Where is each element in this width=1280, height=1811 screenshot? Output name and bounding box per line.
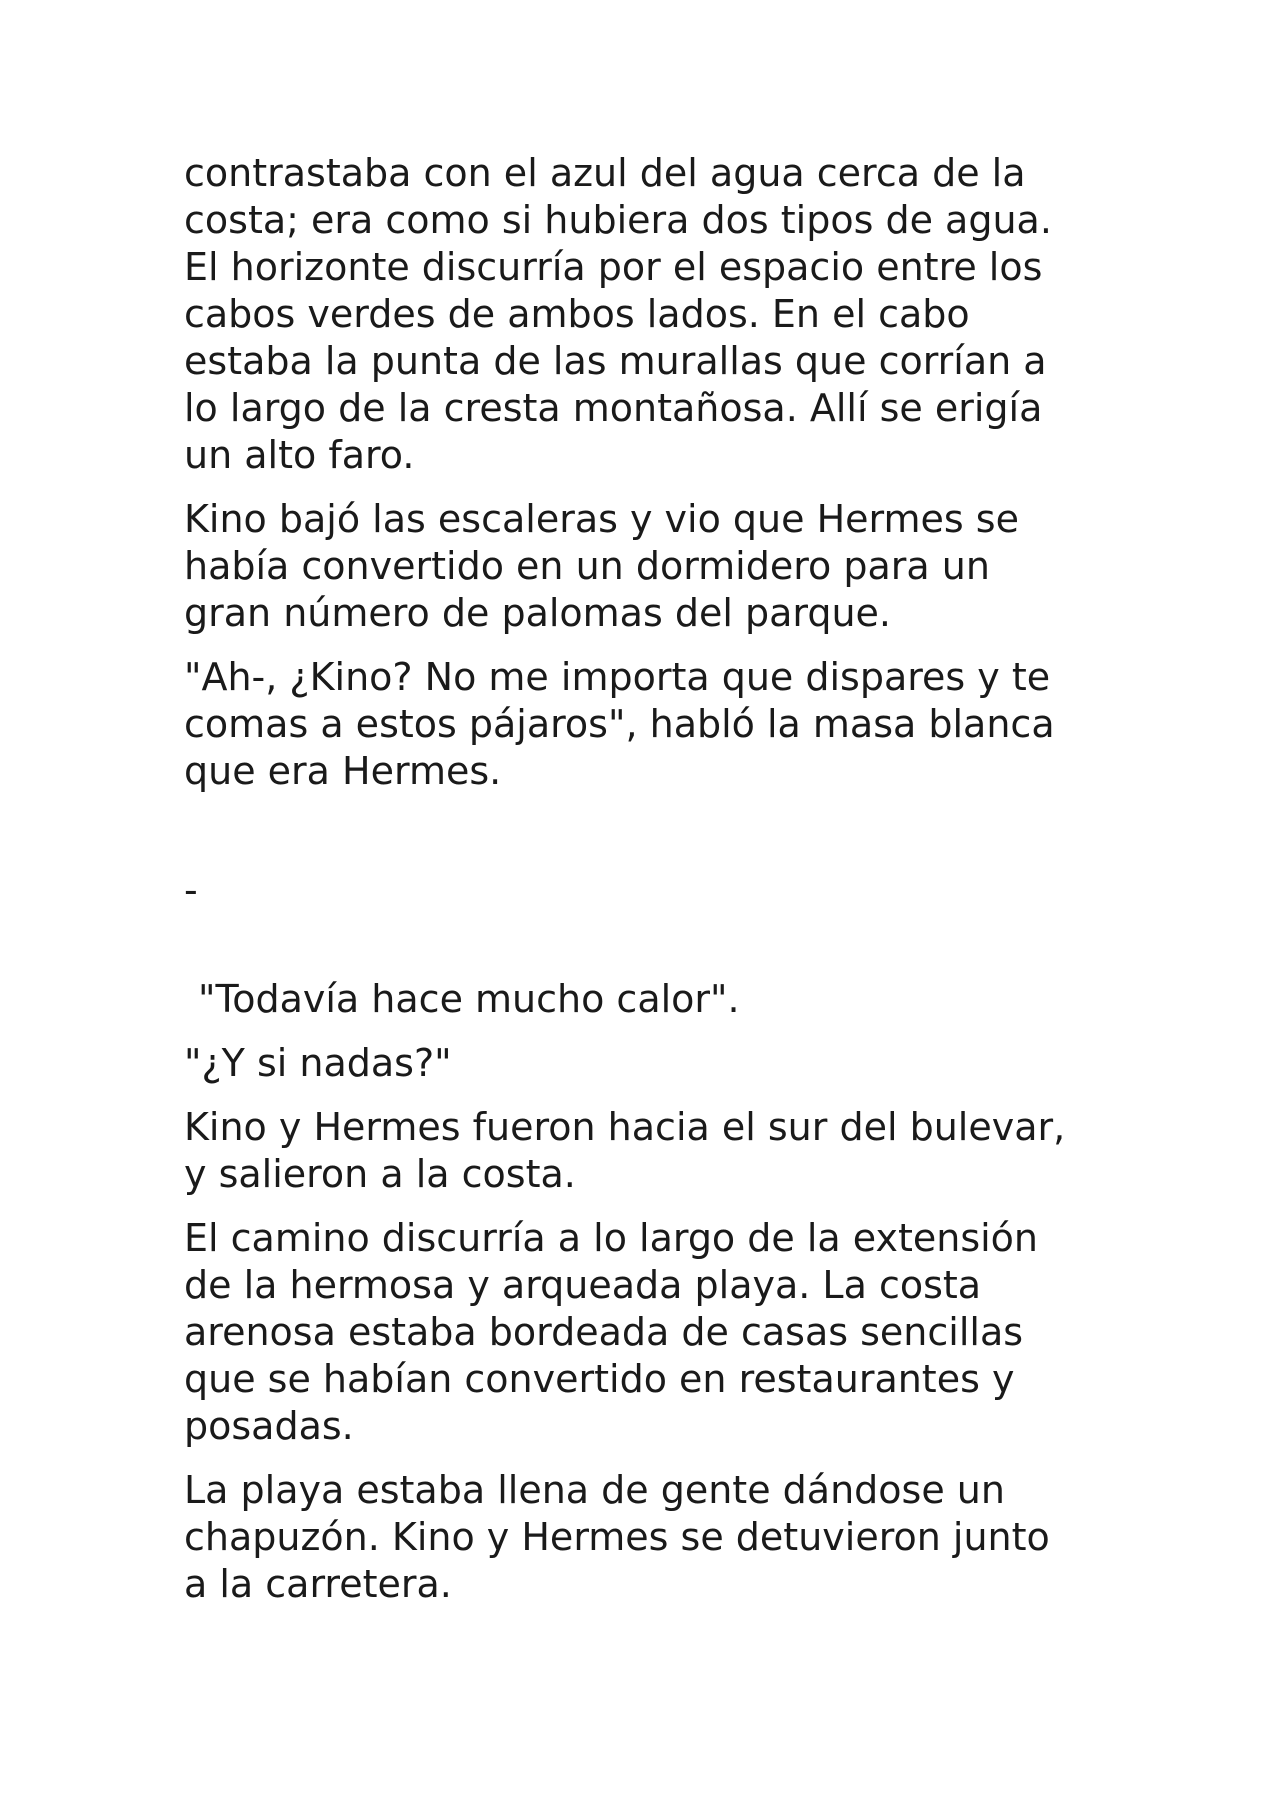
paragraph-3: "Ah-, ¿Kino? No me importa que dispares y te comas a estos pájaros", habló la masa blanca que era Hermes. — [184, 655, 1055, 793]
spacer — [184, 914, 1114, 976]
scene-separator: - — [184, 868, 198, 912]
paragraph-8: La playa estaba llena de gente dándose un chapuzón. Kino y Hermes se detuvieron junto a la carretera. — [184, 1468, 1050, 1606]
paragraph-6: Kino y Hermes fueron hacia el sur del bulevar, y salieron a la costa. — [184, 1105, 1066, 1196]
spacer — [184, 812, 1114, 867]
paragraph-5: "¿Y si nadas?" — [184, 1041, 452, 1085]
paragraph-2: Kino bajó las escaleras y vio que Hermes se había convertido en un dormidero para un gran número de palomas del parque. — [184, 497, 1019, 635]
paragraph-7: El camino discurría a lo largo de la extensión de la hermosa y arqueada playa. La costa arenosa estaba bordeada de casas sencillas que se habían convertido en restaurantes y posadas. — [184, 1216, 1039, 1448]
document-page — [184, 150, 1114, 1625]
paragraph-4: "Todavía hace mucho calor". — [198, 977, 740, 1021]
paragraph-1: contrastaba con el azul del agua cerca de la costa; era como si hubiera dos tipos de agua. El horizonte discurría por el espacio entre los cabos verdes de ambos lados. En el cabo estaba la punta de las murallas que corrían a lo largo de la cresta montañosa. Allí se erigía un alto faro. — [184, 151, 1052, 477]
